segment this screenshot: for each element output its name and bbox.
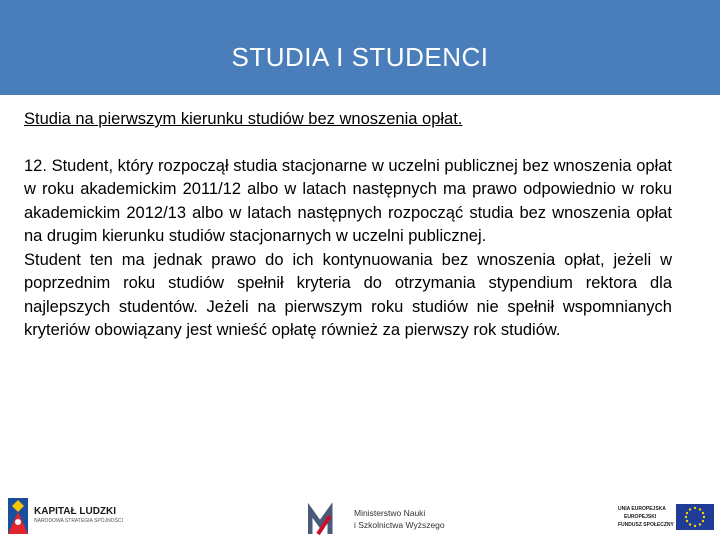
- eu-line-3: FUNDUSZ SPOŁECZNY: [618, 522, 674, 528]
- ministry-line-2: i Szkolnictwa Wyższego: [354, 520, 445, 530]
- footer-logos: [0, 488, 720, 540]
- eu-logo: [618, 502, 718, 536]
- ministry-logo: [308, 502, 458, 538]
- kapital-ludzki-logo: [4, 492, 134, 538]
- header-banner: [0, 0, 720, 95]
- page-title: STUDIA I STUDENCI: [231, 42, 489, 72]
- paragraph-2: Student ten ma jednak prawo do ich kontynuowania bez wnoszenia opłat, jeżeli w poprzednim roku studiów spełnił kryteria do otrzymania stypendium rektora dla najlepszych studentów. Jeżeli na pierwszym roku studiów nie spełnił wspomnianych kryteriów obowiązany jest wnieść opłatę również za pierwszy rok studiów.: [24, 250, 672, 339]
- eu-line-2: EUROPEJSKI: [624, 514, 657, 520]
- content-subtitle: Studia na pierwszym kierunku studiów bez wnoszenia opłat.: [24, 110, 463, 128]
- paragraph-1: 12. Student, który rozpoczął studia stacjonarne w uczelni publicznej bez wnoszenia opłat w roku akademickim 2011/12 albo w latach następnych ma prawo odpowiednio w roku akademickim 2012/13 albo w latach następnych rozpocząć studia bez wnoszenia opłat na drugim kierunku studiów stacjonarnych w uczelni publicznej.: [24, 156, 672, 245]
- content-body: [24, 108, 672, 343]
- kapital-ludzki-subtitle: NARODOWA STRATEGIA SPÓJNOŚCI: [34, 518, 123, 524]
- ministry-line-1: Ministerstwo Nauki: [354, 508, 426, 518]
- kapital-ludzki-title: KAPITAŁ LUDZKI: [34, 506, 117, 517]
- eu-line-1: UNIA EUROPEJSKA: [618, 506, 666, 512]
